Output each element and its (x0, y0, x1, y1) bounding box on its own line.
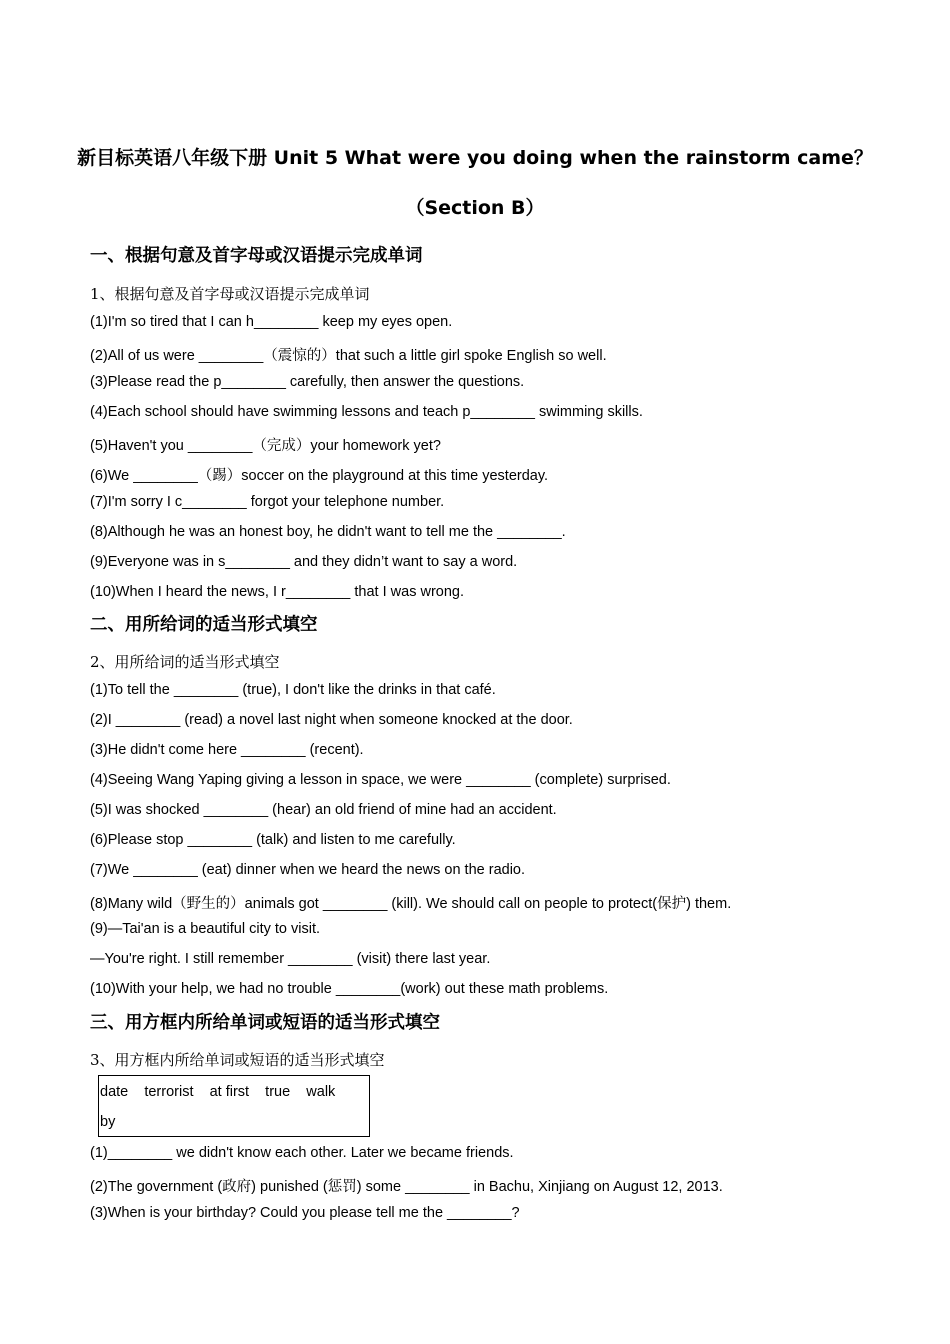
exercise-line: (8)Many wild（野生的）animals got ________ (kill). We should call on people to protect(保护) them. (90, 896, 732, 912)
section-subheading-1: 1、根据句意及首字母或汉语提示完成单词 (90, 285, 370, 303)
section-heading-1: 一、根据句意及首字母或汉语提示完成单词 (90, 246, 423, 266)
exercise-line: (2)The government (政府) punished (惩罚) some ________ in Bachu, Xinjiang on August 12, 2013. (90, 1179, 723, 1195)
exercise-line: (3)Please read the p________ carefully, then answer the questions. (90, 374, 525, 390)
exercise-line: (5)I was shocked ________ (hear) an old friend of mine had an accident. (90, 802, 557, 818)
exercise-line: —You're right. I still remember ________ (visit) there last year. (90, 951, 491, 967)
exercise-line: (6)Please stop ________ (talk) and listen to me carefully. (90, 832, 456, 848)
exercise-line: (6)We ________（踢）soccer on the playground at this time yesterday. (90, 468, 549, 484)
exercise-line: (1)________ we didn't know each other. Later we became friends. (90, 1145, 514, 1161)
word-bank-box (98, 1075, 370, 1137)
exercise-line: (2)I ________ (read) a novel last night when someone knocked at the door. (90, 712, 573, 728)
exercise-line: (3)When is your birthday? Could you please tell me the ________? (90, 1205, 520, 1221)
exercise-line: (4)Each school should have swimming lessons and teach p________ swimming skills. (90, 404, 643, 420)
exercise-line: (10)When I heard the news, I r________ that I was wrong. (90, 584, 464, 600)
exercise-line: (2)All of us were ________（震惊的）that such a little girl spoke English so well. (90, 348, 607, 364)
section-subheading-3: 3、用方框内所给单词或短语的适当形式填空 (90, 1051, 385, 1069)
exercise-line: (7)We ________ (eat) dinner when we heard the news on the radio. (90, 862, 526, 878)
section-heading-3: 三、用方框内所给单词或短语的适当形式填空 (90, 1013, 440, 1033)
exercise-line: (9)—Tai'an is a beautiful city to visit. (90, 921, 321, 937)
section-heading-2: 二、用所给词的适当形式填空 (90, 615, 318, 635)
document-title: 新目标英语八年级下册 Unit 5 What were you doing when the rainstorm came？ (77, 147, 873, 169)
exercise-line: (9)Everyone was in s________ and they didn’t want to say a word. (90, 554, 518, 570)
word-bank-row: date terrorist at first true walk (100, 1084, 336, 1100)
section-subheading-2: 2、用所给词的适当形式填空 (90, 653, 280, 671)
exercise-line: (8)Although he was an honest boy, he didn't want to tell me the ________. (90, 524, 566, 540)
exercise-line: (7)I'm sorry I c________ forgot your telephone number. (90, 494, 445, 510)
exercise-line: (5)Haven't you ________（完成）your homework yet? (90, 438, 441, 454)
exercise-line: (4)Seeing Wang Yaping giving a lesson in space, we were ________ (complete) surprised. (90, 772, 671, 788)
exercise-line: (1)I'm so tired that I can h________ keep my eyes open. (90, 314, 453, 330)
word-bank-row: by (100, 1114, 116, 1130)
exercise-line: (3)He didn't come here ________ (recent). (90, 742, 364, 758)
exercise-line: (1)To tell the ________ (true), I don't like the drinks in that café. (90, 682, 496, 698)
document-subtitle: （Section B） (405, 197, 545, 219)
exercise-line: (10)With your help, we had no trouble ________(work) out these math problems. (90, 981, 609, 997)
